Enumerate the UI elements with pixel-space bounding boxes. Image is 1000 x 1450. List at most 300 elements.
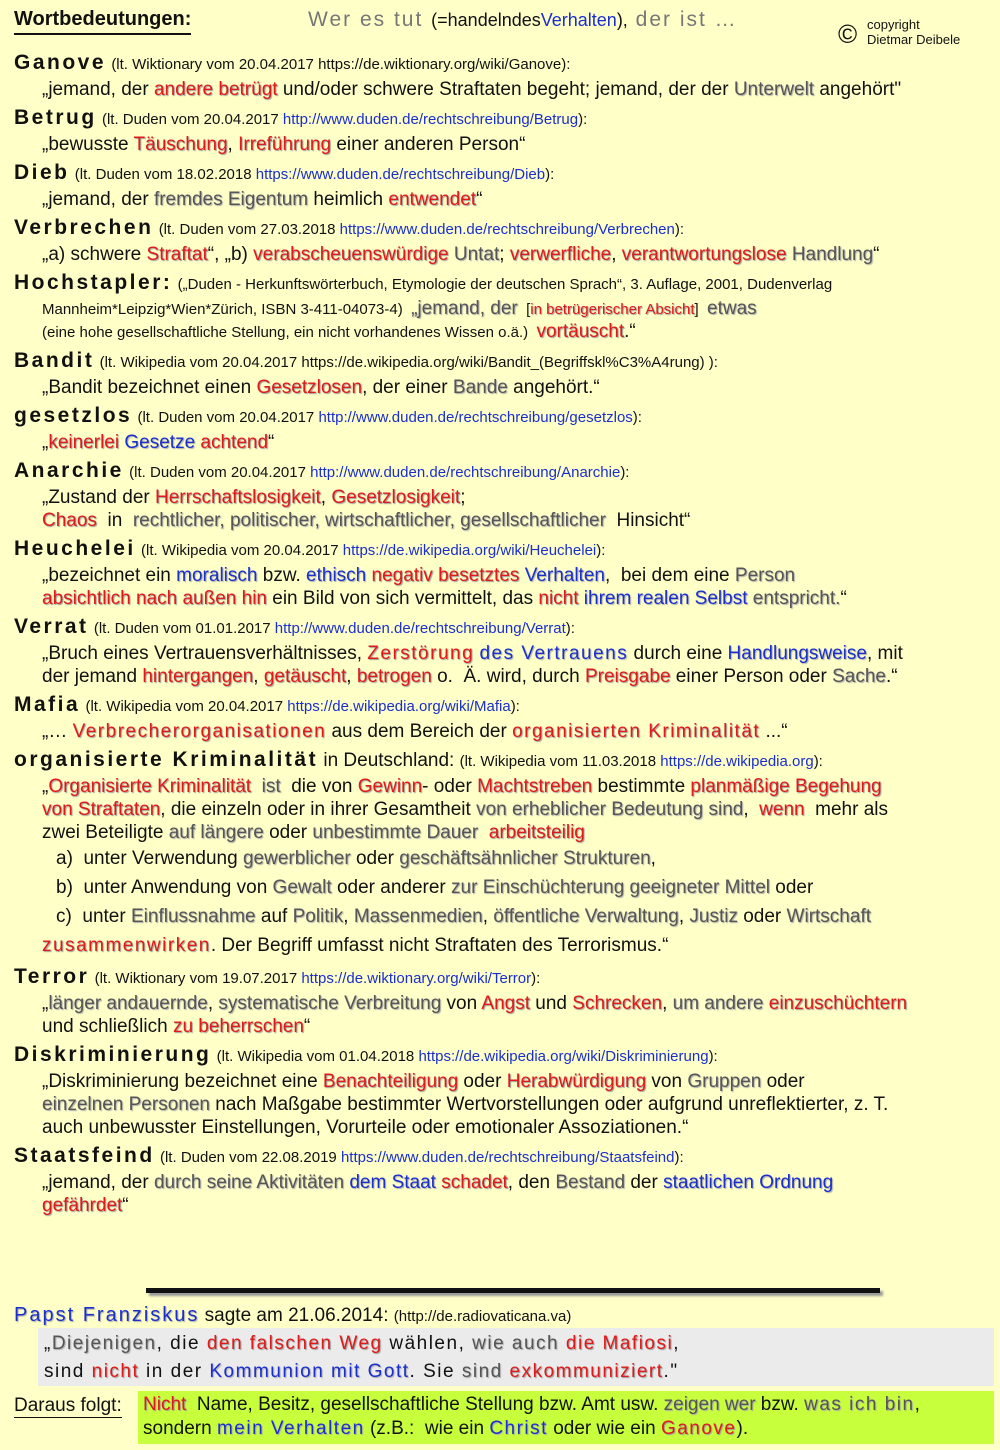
- definition-part: auf: [255, 906, 293, 927]
- highlight-grey: fremdes Eigentum: [153, 189, 309, 210]
- highlight-red: Täuschung: [133, 134, 228, 155]
- highlight-red: Straftat: [146, 244, 208, 265]
- highlight-grey: Handlung: [791, 244, 874, 265]
- source-link[interactable]: http://www.duden.de/rechtschreibung/Verrat: [274, 620, 566, 637]
- highlight-red: gefährdet: [42, 1195, 123, 1216]
- source-text: (lt. Wikipedia vom 01.04.2018: [216, 1048, 415, 1065]
- definition-line: [42, 587, 990, 610]
- speaker-name: Papst Franziskus: [14, 1304, 200, 1326]
- term: organisierte Kriminalität: [14, 748, 319, 771]
- definition-part: „bewusste: [42, 134, 134, 155]
- source-link[interactable]: https://www.duden.de/rechtschreibung/Verbrechen: [339, 221, 675, 238]
- highlight-red: Gesetzlosigkeit: [331, 487, 461, 508]
- source-text: ):: [620, 464, 630, 481]
- definition-part: „Zustand der: [42, 487, 155, 508]
- definition-part: oder anderer: [331, 877, 452, 898]
- source-text: (lt. Wiktionary vom 19.07.2017: [94, 970, 298, 987]
- definition-text: [42, 431, 990, 454]
- definition-text: [42, 642, 990, 688]
- highlight-red: Angst: [481, 993, 531, 1014]
- source-citation: [217, 1048, 718, 1065]
- highlight-grey: was ich bin: [804, 1394, 915, 1415]
- definition-part: angehört": [814, 79, 902, 100]
- entry-betrug: [14, 104, 990, 156]
- definition-text: [42, 133, 990, 156]
- source-citation: (lt. Wikipedia vom 20.04.2017 https://de.wikipedia.org/wiki/Bandit_(Begriffskl%C3%A4rung) ):: [99, 354, 718, 371]
- highlight-red: negativ besetztes: [371, 565, 520, 586]
- highlight-grey: Justiz: [689, 906, 738, 927]
- copyright-word: copyright: [867, 17, 920, 32]
- entry-diskriminierung: [14, 1041, 990, 1139]
- definition-part: ;: [499, 244, 510, 265]
- highlight-red: planmäßige Begehung: [690, 776, 882, 797]
- definition-part: , den: [507, 1172, 556, 1193]
- definition-line: [42, 642, 990, 665]
- highlight-grey: Sache: [832, 666, 886, 687]
- definition-part: die von: [285, 776, 358, 797]
- source-link[interactable]: (http://de.radiovaticana.va): [393, 1308, 572, 1325]
- source-text: ):: [565, 620, 575, 637]
- highlight-grey: etwas: [707, 298, 757, 319]
- highlight-blue: mein Verhalten: [216, 1418, 365, 1439]
- source-link[interactable]: https://www.duden.de/rechtschreibung/Staatsfeind: [340, 1149, 675, 1166]
- highlight-red: organisierten Kriminalität: [512, 721, 761, 742]
- source-citation: [129, 464, 629, 481]
- conclusion-line: [143, 1393, 989, 1417]
- quote-part: .": [663, 1361, 679, 1382]
- definition-line: [42, 775, 990, 798]
- definition-part: .“: [624, 321, 636, 342]
- definition-part: ,: [678, 906, 690, 927]
- source-link[interactable]: http://www.duden.de/rechtschreibung/Betrug: [282, 111, 579, 128]
- definition-part: [478, 822, 489, 843]
- definition-line: [42, 509, 990, 532]
- definition-part: „: [42, 993, 49, 1014]
- definition-part: „jemand, der: [42, 1172, 154, 1193]
- definition-part: ,: [611, 244, 622, 265]
- source-link[interactable]: https://de.wikipedia.org/wiki/Diskriminierung: [418, 1048, 709, 1065]
- quote-part: sind: [44, 1361, 92, 1382]
- definition-part: c) unter: [56, 906, 131, 927]
- term-suffix: in Deutschland:: [323, 750, 455, 771]
- highlight-red: Chaos: [42, 510, 97, 531]
- definition-part: auch unbewusster Einstellungen, Vorurteile oder emotionaler Assoziationen.“: [42, 1117, 689, 1138]
- highlight-red: Zerstörung: [367, 643, 475, 664]
- tagline-part: der ist …: [635, 8, 738, 31]
- quote-part: [503, 1361, 510, 1382]
- highlight-grey: entspricht.: [752, 588, 841, 609]
- highlight-blue: dem Staat: [349, 1172, 436, 1193]
- definition-line: [42, 1015, 990, 1038]
- definition-part: “: [303, 1016, 311, 1037]
- definition-part: ,: [207, 993, 219, 1014]
- highlight-red: Machtstreben: [477, 776, 593, 797]
- definition-part: einer Person oder: [670, 666, 833, 687]
- highlight-red: den falschen Weg: [206, 1333, 383, 1354]
- definition-line: [42, 486, 990, 509]
- definition-part: oder: [350, 848, 400, 869]
- source-link[interactable]: https://de.wikipedia.org/wiki/Heuchelei: [342, 542, 597, 559]
- definition-line: [42, 1093, 990, 1116]
- definition-part: mehr als: [804, 799, 889, 820]
- definition-part: ,: [650, 848, 656, 869]
- source-text: ):: [578, 111, 588, 128]
- definition-part: der jemand: [42, 666, 143, 687]
- definition-part: „: [42, 776, 49, 797]
- definition-part: angehört.“: [507, 377, 600, 398]
- source-text: ):: [531, 970, 541, 987]
- entry-hochstapler: [14, 269, 990, 344]
- highlight-red: Herabwürdigung: [506, 1071, 647, 1092]
- highlight-red: die Mafiosi: [565, 1333, 674, 1354]
- highlight-red: Nicht: [143, 1394, 187, 1415]
- conclusion-part: ).: [736, 1418, 749, 1439]
- definition-part: “: [873, 244, 880, 265]
- highlight-blue: staatlichen Ordnung: [663, 1172, 834, 1193]
- highlight-grey: öffentliche Verwaltung: [493, 906, 679, 927]
- definition-text: [42, 188, 990, 211]
- tagline-part: (=handelndes: [431, 10, 541, 30]
- term: Terror: [14, 965, 90, 988]
- definition-text: [42, 1070, 990, 1139]
- term: Mafia: [14, 693, 81, 716]
- definition-text: [42, 1171, 990, 1217]
- source-text: (lt. Duden vom 18.02.2018: [74, 166, 252, 183]
- highlight-grey: Gewalt: [272, 877, 332, 898]
- list-item: [56, 873, 990, 902]
- definition-line: [42, 564, 990, 587]
- highlight-blue: ihrem realen Selbst: [583, 588, 748, 609]
- definition-part: „…: [42, 721, 73, 742]
- conclusion-part: ,: [914, 1394, 920, 1415]
- source-citation: [111, 56, 570, 73]
- definition-part: und: [530, 993, 573, 1014]
- highlight-grey: Wirtschaft: [786, 906, 871, 927]
- definition-line: [42, 931, 990, 960]
- highlight-grey: Einflussnahme: [130, 906, 256, 927]
- definition-part: oder: [737, 906, 787, 927]
- highlight-red: entwendet: [388, 189, 477, 210]
- tagline-part: Wer es tut: [308, 8, 424, 31]
- definition-part: aus dem Bereich der: [326, 721, 513, 742]
- definition-part: bestimmte: [592, 776, 691, 797]
- papst-heading: [14, 1302, 571, 1330]
- entry-terror: [14, 963, 990, 1038]
- highlight-red: betrogen: [356, 666, 432, 687]
- definition-part: und schließlich: [42, 1016, 173, 1037]
- definition-line: [42, 1116, 990, 1139]
- definition-text: [42, 298, 990, 321]
- list-item: [56, 902, 990, 931]
- term: Ganove: [14, 51, 107, 74]
- source-text: (lt. Duden vom 01.01.2017: [93, 620, 271, 637]
- definition-part: oder: [458, 1071, 507, 1092]
- highlight-red: Irreführung: [238, 134, 332, 155]
- definition-text: [42, 486, 990, 532]
- highlight-grey: unbestimmte Dauer: [312, 822, 479, 843]
- highlight-grey: zeigen wer: [663, 1394, 756, 1415]
- definition-text: [42, 243, 990, 266]
- highlight-blue: Kommunion mit Gott: [209, 1361, 410, 1382]
- definition-part: “: [122, 1195, 129, 1216]
- highlight-grey: systematische Verbreitung: [218, 993, 442, 1014]
- entry-verbrechen: [14, 214, 990, 266]
- definition-part: „jemand, der: [42, 79, 154, 100]
- tagline-part: ),: [616, 10, 628, 30]
- definition-part: „: [42, 432, 49, 453]
- conclusion-label: Daraus folgt:: [14, 1395, 122, 1416]
- source-text: (lt. Duden vom 20.04.2017: [137, 409, 315, 426]
- source-citation: [95, 970, 541, 987]
- source-link[interactable]: https://de.wikipedia.org/wiki/Mafia: [287, 698, 511, 715]
- term: gesetzlos: [14, 404, 133, 427]
- definition-line: [42, 992, 990, 1015]
- entry-verrat: [14, 613, 990, 688]
- highlight-grey: ist: [251, 776, 286, 797]
- source-link[interactable]: https://de.wiktionary.org/wiki/Ganove: [318, 56, 562, 73]
- entry-mafia: [14, 691, 990, 743]
- highlight-red: Verbrecherorganisationen: [72, 721, 327, 742]
- highlight-red: Herrschaftslosigkeit: [155, 487, 321, 508]
- definition-part: , der einer: [362, 377, 453, 398]
- definition-part: oder: [770, 877, 814, 898]
- definition-text: [42, 775, 990, 960]
- term: Staatsfeind: [14, 1144, 155, 1167]
- definition-part: “: [268, 432, 275, 453]
- definition-part: „Bandit bezeichnet einen: [42, 377, 257, 398]
- highlight-red: verabscheuenswürdige: [253, 244, 449, 265]
- definition-text: [42, 720, 990, 743]
- highlight-red: getäuscht: [263, 666, 347, 687]
- highlight-red: keinerlei: [48, 432, 120, 453]
- definition-part: ,: [253, 666, 264, 687]
- source-citation: („Duden - Herkunftswörterbuch, Etymologie der deutschen Sprach“, 3. Auflage, 2001, Dudenverlag: [177, 276, 833, 293]
- definition-part: , mit: [866, 643, 903, 664]
- quote-part: „: [44, 1333, 52, 1354]
- highlight-red: Ganove: [660, 1418, 737, 1439]
- definition-text: [42, 376, 990, 399]
- definition-part: und/oder schwere Straftaten begeht; jemand, der der: [277, 79, 734, 100]
- highlight-red: Gewinn: [357, 776, 423, 797]
- source-link[interactable]: http://www.duden.de/rechtschreibung/Anarchie: [310, 464, 621, 481]
- quote-part: ,: [673, 1333, 681, 1354]
- source-text: ):: [708, 1048, 718, 1065]
- highlight-red: zu beherrschen: [172, 1016, 304, 1037]
- source-text: ):: [674, 1149, 684, 1166]
- definition-text: [42, 321, 990, 344]
- definition-part: Hinsicht“: [605, 510, 691, 531]
- tagline-part: Verhalten: [540, 10, 617, 30]
- highlight-red: schadet: [441, 1172, 508, 1193]
- definition-part: , die einzeln oder in ihrer Gesamtheit: [160, 799, 477, 820]
- quote-part: , die: [156, 1333, 207, 1354]
- source-text: (lt. Duden vom 20.04.2017: [101, 111, 279, 128]
- highlight-red: achtend: [200, 432, 269, 453]
- definition-part: [: [526, 301, 531, 318]
- definition-part: von: [646, 1071, 688, 1092]
- highlight-red: vortäuscht: [536, 321, 625, 342]
- highlight-grey: Bande: [452, 377, 508, 398]
- definition-part: ,: [343, 906, 354, 927]
- term: Diskriminierung: [14, 1043, 212, 1066]
- highlight-blue: Handlungsweise: [727, 643, 867, 664]
- definition-part: ein Bild von sich vermittelt, das: [266, 588, 539, 609]
- highlight-grey: wie auch: [472, 1333, 560, 1354]
- source-citation: [102, 111, 587, 128]
- term: Bandit: [14, 349, 95, 372]
- definition-part: der: [625, 1172, 664, 1193]
- entry-anarchie: [14, 457, 990, 532]
- definition-text: [42, 78, 990, 101]
- highlight-blue: des Vertrauens: [479, 643, 629, 664]
- highlight-blue: Gesetze: [124, 432, 196, 453]
- source-text: (lt. Wikipedia vom 20.04.2017: [85, 698, 284, 715]
- source-text: ):: [674, 221, 685, 238]
- source-link[interactable]: https://www.duden.de/rechtschreibung/Dieb: [255, 166, 546, 183]
- source-citation: [137, 409, 641, 426]
- highlight-grey: Bestand: [555, 1172, 626, 1193]
- definition-part: b) unter Anwendung von: [56, 877, 273, 898]
- quote-line: [44, 1358, 988, 1386]
- definition-part: o. Ä. wird, durch: [431, 666, 585, 687]
- highlight-grey: durch seine Aktivitäten: [153, 1172, 345, 1193]
- highlight-blue: ethisch: [306, 565, 367, 586]
- conclusion-line: [143, 1417, 989, 1441]
- source-text: ):: [813, 753, 823, 770]
- term: Anarchie: [14, 459, 124, 482]
- definition-part: „bezeichnet ein: [42, 565, 177, 586]
- definition-text: [42, 564, 990, 610]
- copyright-notice: [838, 17, 960, 47]
- term: Betrug: [14, 106, 97, 129]
- definition-part: „Diskriminierung bezeichnet eine: [42, 1071, 323, 1092]
- entry-gesetzlos: [14, 402, 990, 454]
- highlight-red: Benachteiligung: [322, 1071, 459, 1092]
- definition-part: „Bruch eines Vertrauensverhältnisses,: [42, 643, 368, 664]
- definition-part: “, „b): [207, 244, 254, 265]
- highlight-grey: Politik: [292, 906, 344, 927]
- definition-part: oder: [761, 1071, 805, 1092]
- conclusion-part: Name, Besitz, gesellschaftliche Stellung bzw. Amt usw.: [186, 1394, 664, 1415]
- copyright-icon: ©: [838, 19, 858, 49]
- quote-line: [44, 1330, 988, 1358]
- highlight-grey: zur Einschüchterung geeigneter Mittel: [451, 877, 771, 898]
- definition-part: .“: [885, 666, 898, 687]
- source-text: (lt. Wikipedia vom 11.03.2018: [459, 753, 657, 770]
- definition-part: durch eine: [628, 643, 728, 664]
- highlight-red: nicht: [91, 1361, 140, 1382]
- highlight-red: von Straftaten: [42, 799, 161, 820]
- definition-line: [42, 1171, 990, 1194]
- list-item: [56, 844, 990, 873]
- source-citation: [160, 1149, 684, 1166]
- conclusion-part: oder wie ein: [547, 1418, 661, 1439]
- source-text: ):: [596, 542, 606, 559]
- highlight-blue: Christ: [489, 1418, 548, 1439]
- definition-part: ,: [227, 134, 239, 155]
- term: Heuchelei: [14, 537, 136, 560]
- highlight-red: Preisgabe: [584, 666, 671, 687]
- definition-part: ,: [346, 666, 357, 687]
- quote-part: [559, 1333, 566, 1354]
- term: Verbrechen: [14, 216, 154, 239]
- source-citation: [85, 698, 519, 715]
- definition-part: a) unter Verwendung: [56, 848, 243, 869]
- definition-part: ,: [482, 906, 494, 927]
- highlight-red: wenn: [759, 799, 805, 820]
- highlight-red: andere betrügt: [153, 79, 278, 100]
- source-citation: [75, 166, 554, 183]
- source-link[interactable]: http://www.duden.de/rechtschreibung/gesetzlos: [318, 409, 633, 426]
- definition-part: (eine hohe gesellschaftliche Stellung, ein nicht vorhandenes Wissen o.ä.): [42, 324, 529, 341]
- highlight-grey: einzelnen Personen: [42, 1094, 210, 1115]
- source-link[interactable]: https://de.wiktionary.org/wiki/Terror: [301, 970, 532, 987]
- highlight-red: absichtlich nach außen hin: [42, 588, 267, 609]
- source-text: ):: [632, 409, 642, 426]
- term: Dieb: [14, 161, 70, 184]
- highlight-red: nicht: [538, 588, 579, 609]
- speaker-said: sagte am 21.06.2014:: [199, 1305, 394, 1326]
- source-citation: [141, 542, 605, 559]
- highlight-grey: Person: [734, 565, 796, 586]
- highlight-red: Schrecken: [572, 993, 663, 1014]
- definition-line: [42, 798, 990, 821]
- definition-part: , bei dem eine: [604, 565, 735, 586]
- copyright-author: Dietmar Deibele: [867, 32, 961, 47]
- definition-part: oder: [263, 822, 313, 843]
- source-text: ):: [561, 56, 571, 73]
- definition-part: “: [840, 588, 847, 609]
- definition-part: “: [476, 189, 483, 210]
- highlight-red: arbeitsteilig: [488, 822, 585, 843]
- definition-part: „jemand, der: [42, 189, 154, 210]
- definition-line: [42, 1070, 990, 1093]
- highlight-grey: Unterwelt: [733, 79, 815, 100]
- source-link[interactable]: https://de.wikipedia.org: [660, 753, 814, 770]
- highlight-grey: auf längere: [168, 822, 264, 843]
- definition-part: ,: [320, 487, 332, 508]
- highlight-grey: Diejenigen: [51, 1333, 157, 1354]
- definition-part: - oder: [422, 776, 478, 797]
- definition-list: [14, 49, 990, 1220]
- definition-part: „a) schwere: [42, 244, 147, 265]
- highlight-red: Organisierte Kriminalität: [48, 776, 252, 797]
- definition-part: nach Maßgabe bestimmter Wertvorstellungen oder aufgrund unreflektierter, z. T.: [209, 1094, 889, 1115]
- conclusion-part: sondern: [143, 1418, 217, 1439]
- source-citation: [159, 221, 684, 238]
- highlight-grey: Untat: [453, 244, 500, 265]
- source-citation: [460, 753, 823, 770]
- highlight-red: zusammenwirken: [42, 935, 211, 956]
- highlight-grey: sind: [461, 1361, 503, 1382]
- highlight-grey: um andere: [672, 993, 764, 1014]
- definition-line: [42, 1194, 990, 1217]
- quote-part: in der: [139, 1361, 210, 1382]
- definition-text: [42, 992, 990, 1038]
- definition-part: bzw.: [257, 565, 307, 586]
- highlight-grey: Massenmedien: [353, 906, 483, 927]
- definition-part: ,: [743, 799, 760, 820]
- quote-box: [38, 1328, 994, 1386]
- highlight-grey: Gruppen: [687, 1071, 762, 1092]
- highlight-grey: länger andauernde: [48, 993, 208, 1014]
- highlight-blue: Verhalten: [524, 565, 605, 586]
- entry-bandit: [14, 347, 990, 399]
- source-text: Mannheim*Leipzig*Wien*Zürich, ISBN 3-411-04073-4): [42, 301, 403, 318]
- definition-line: [42, 665, 990, 688]
- highlight-red: einzuschüchtern: [768, 993, 908, 1014]
- highlight-grey: gewerblicher: [242, 848, 351, 869]
